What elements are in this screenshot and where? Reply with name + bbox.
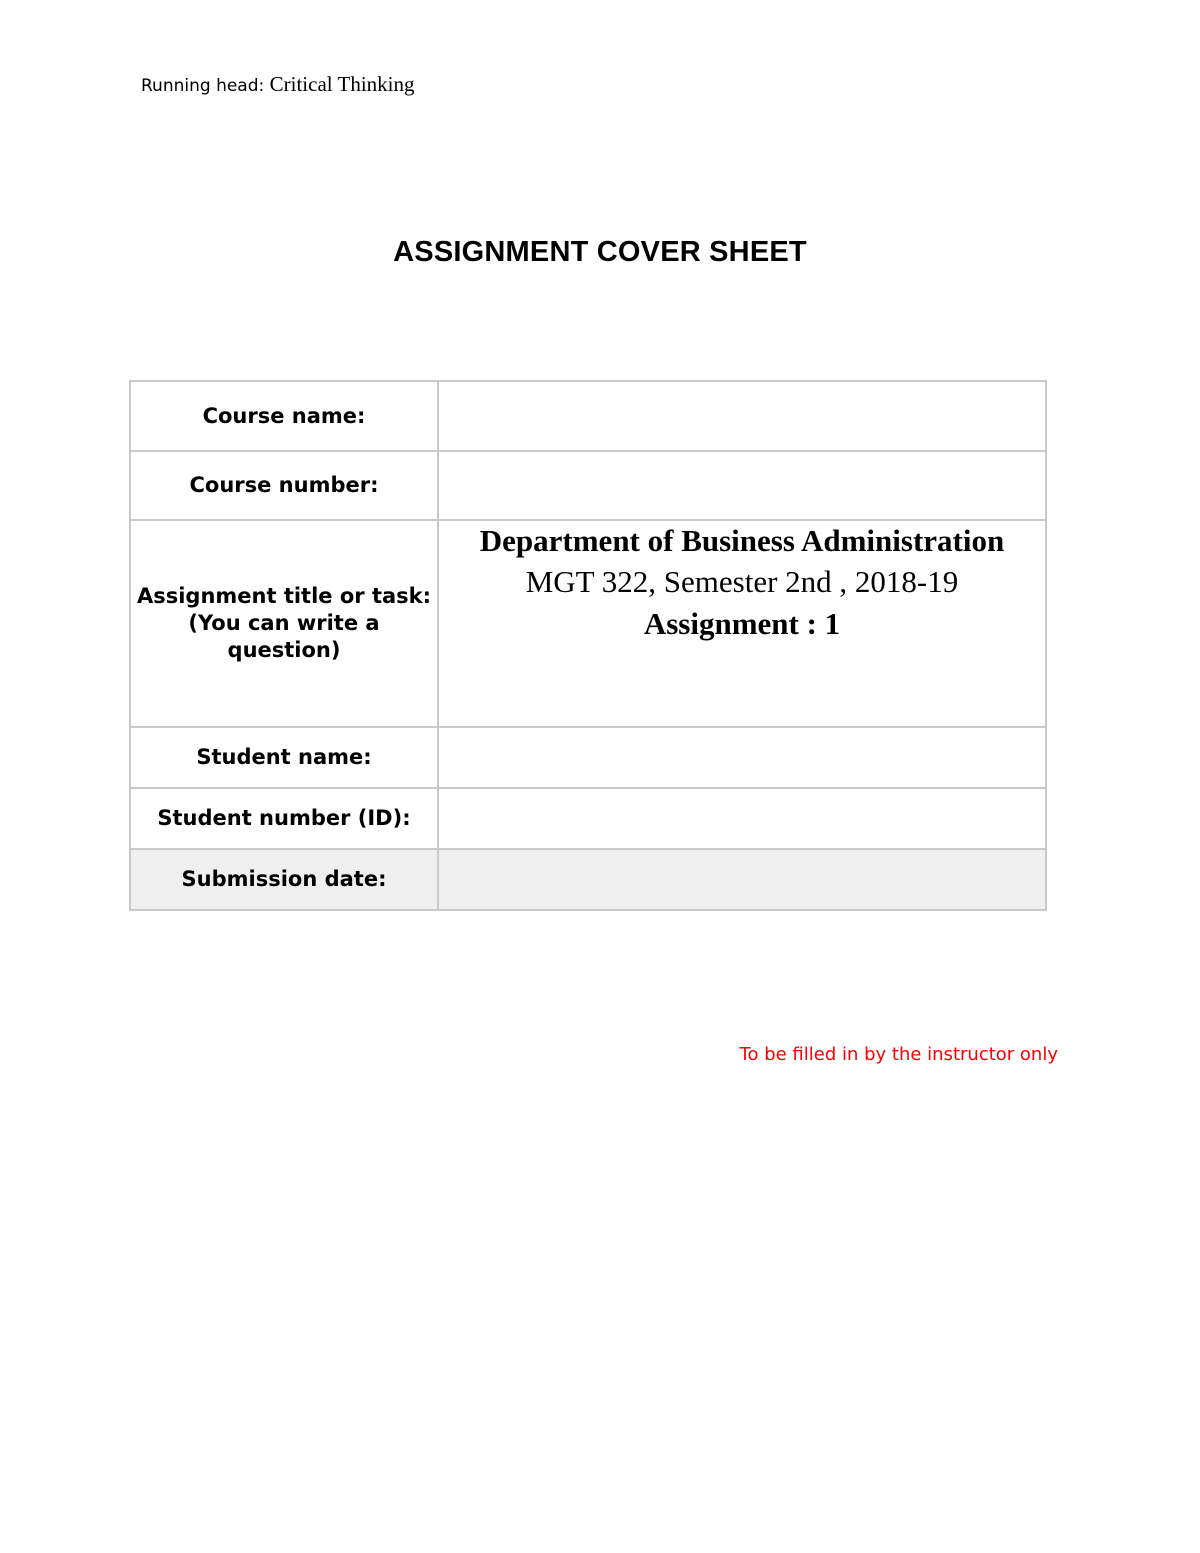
table-row-course-name: [130, 381, 1046, 451]
table-row-course-number: [130, 451, 1046, 520]
assignment-number: Assignment : 1: [643, 606, 841, 641]
running-head-label: Running head:: [141, 76, 265, 96]
assignment-title-field[interactable]: [438, 520, 1046, 727]
page-title: ASSIGNMENT COVER SHEET: [393, 236, 807, 268]
course-number-label: Course number:: [130, 451, 438, 520]
assignment-title-label: [130, 520, 438, 727]
assignment-title-label-line1: Assignment title or task:: [136, 584, 432, 608]
student-name-label: Student name:: [130, 727, 438, 788]
table-row-submission-date: [130, 849, 1046, 910]
course-name-label: Course name:: [130, 381, 438, 451]
submission-date-label: Submission date:: [130, 849, 438, 910]
course-semester-line: MGT 322, Semester 2nd , 2018-19: [525, 564, 959, 599]
course-name-field[interactable]: [438, 381, 1046, 451]
running-head-title: Critical Thinking: [269, 72, 415, 96]
cover-sheet-table: [129, 380, 1047, 911]
table-row-student-id: [130, 788, 1046, 849]
student-id-label: Student number (ID):: [130, 788, 438, 849]
student-name-field[interactable]: [438, 727, 1046, 788]
table-row-student-name: [130, 727, 1046, 788]
table-row-assignment: [130, 520, 1046, 727]
course-number-field[interactable]: [438, 451, 1046, 520]
department-name: Department of Business Administration: [479, 523, 1005, 558]
student-id-field[interactable]: [438, 788, 1046, 849]
submission-date-field[interactable]: [438, 849, 1046, 910]
assignment-title-label-line2: (You can write a question): [188, 611, 380, 662]
running-head: [141, 72, 415, 97]
instructor-note: To be filled in by the instructor only: [739, 1044, 1058, 1065]
